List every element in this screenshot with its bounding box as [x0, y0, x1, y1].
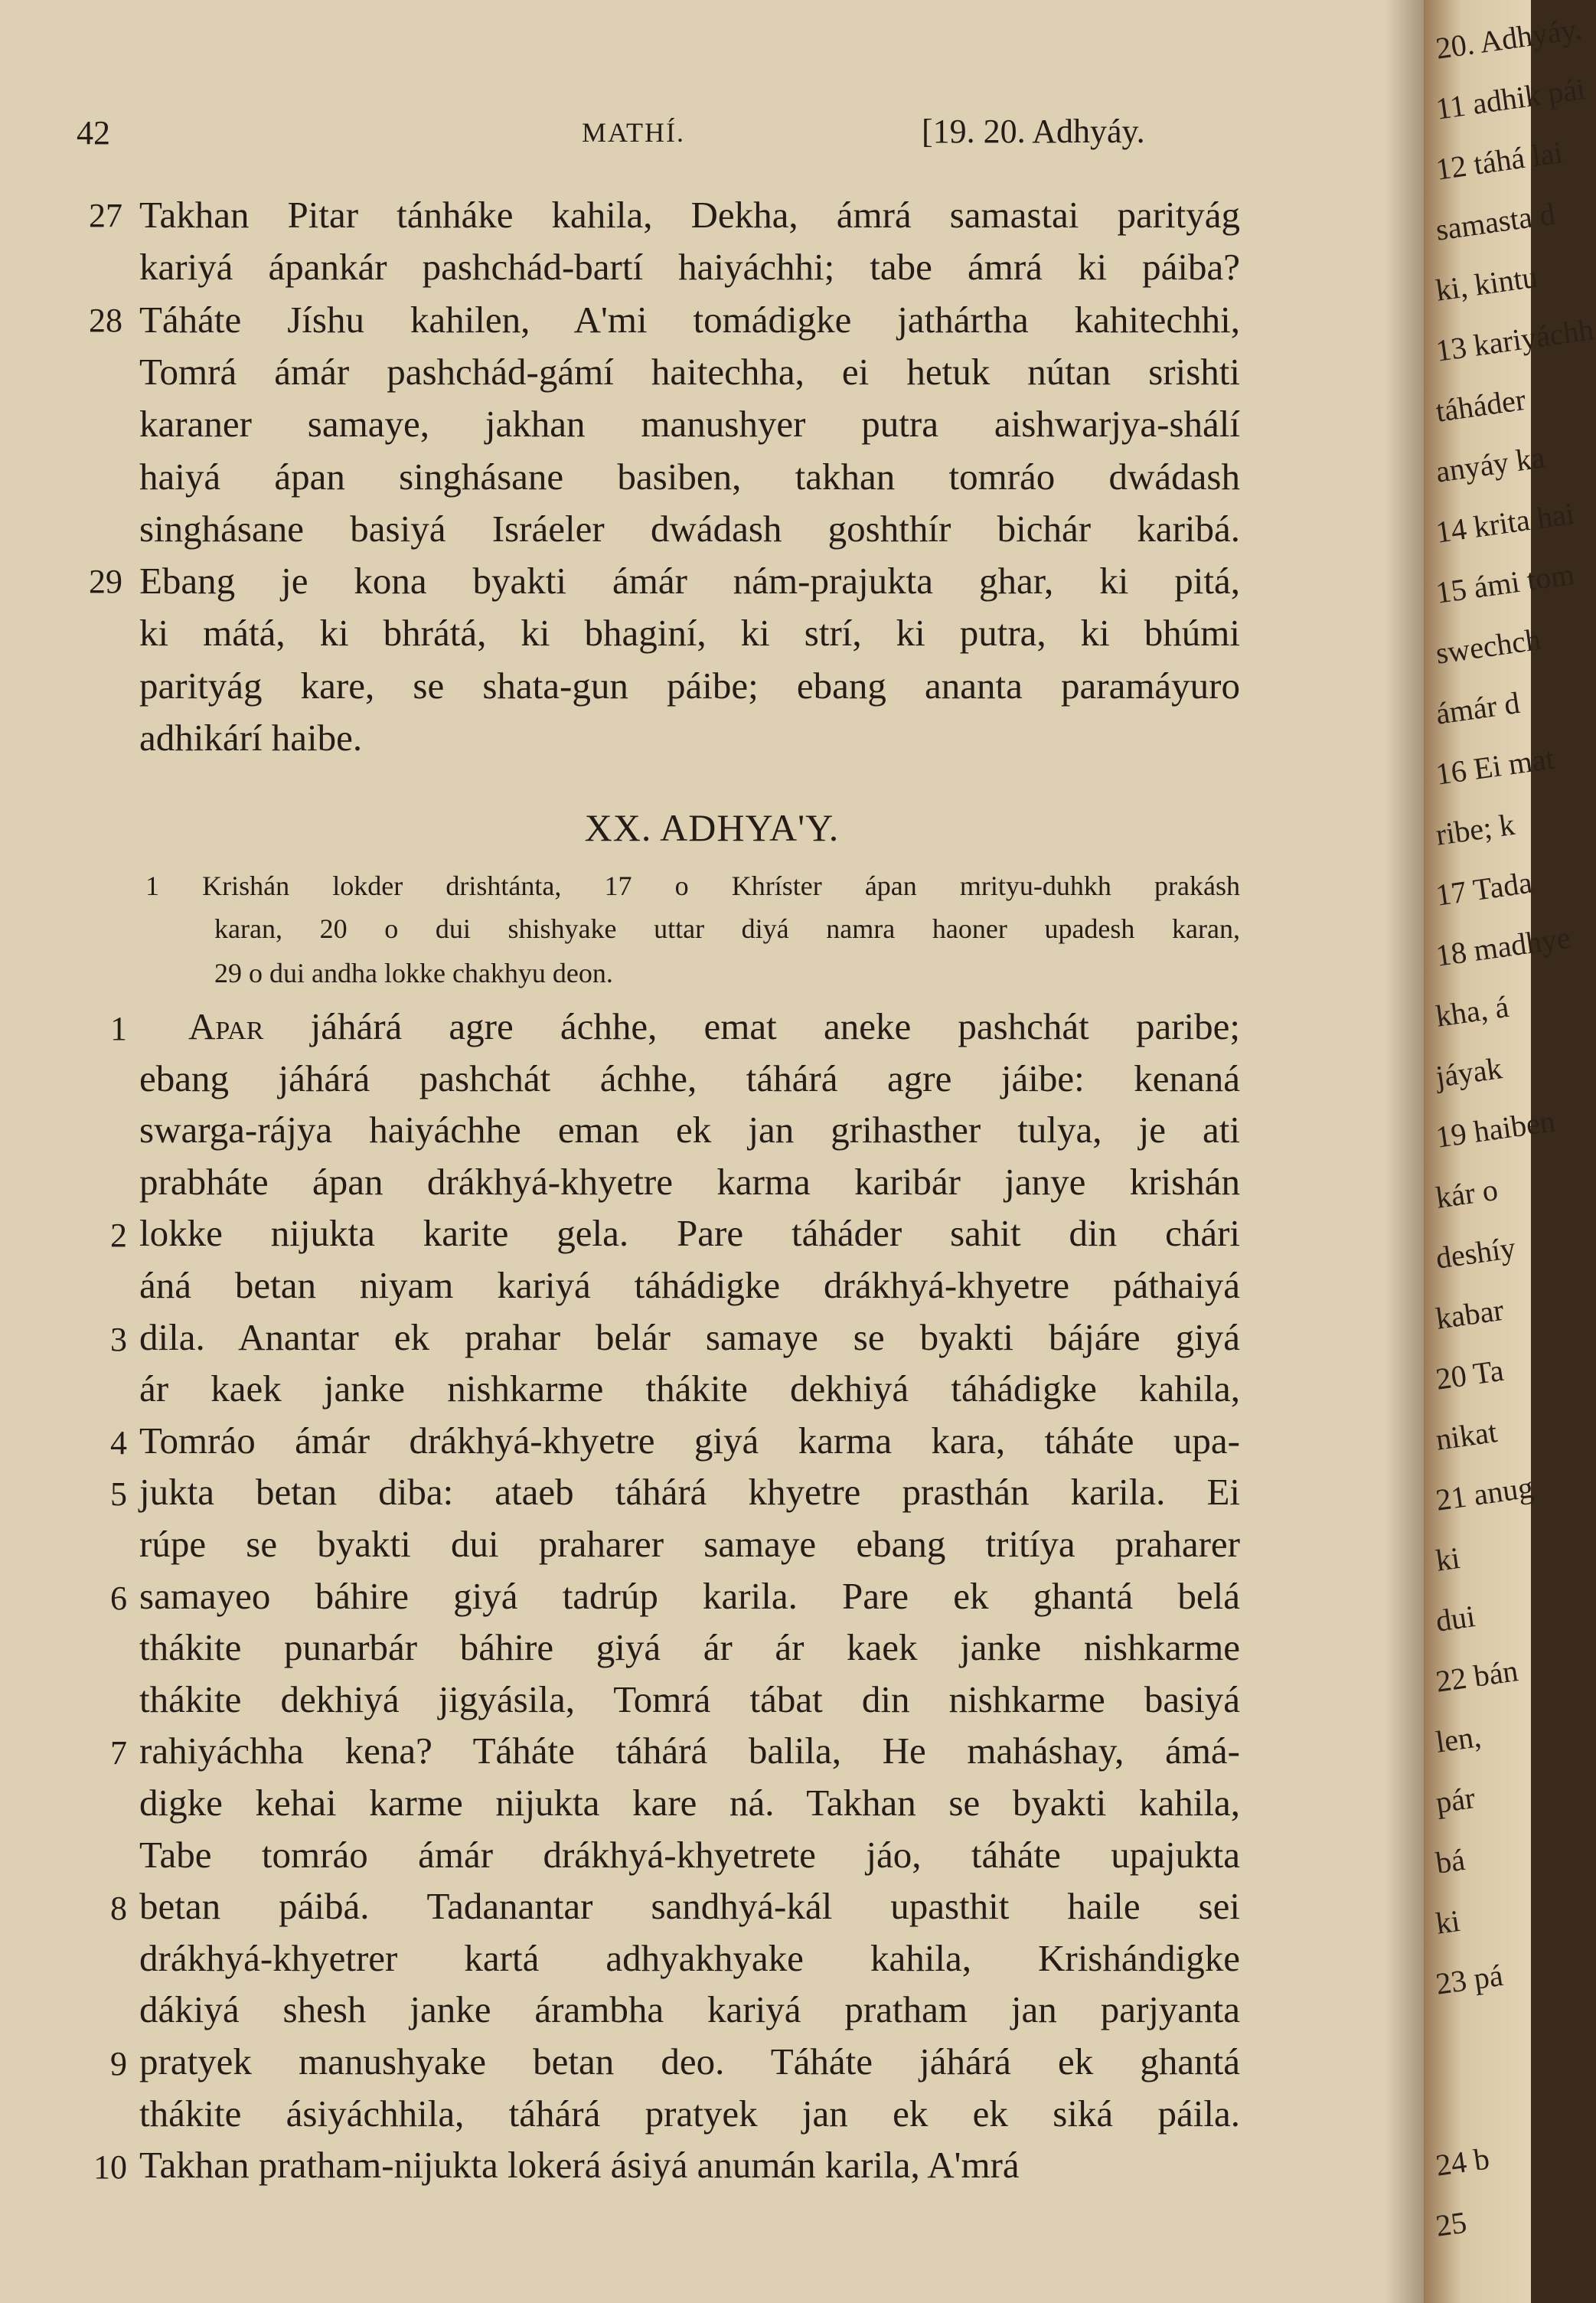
verse-line: Tabe tomráo ámár drákhyá-khyetrete jáo, táháte upajukta [139, 1834, 1240, 1876]
verse-number: 10 [93, 2148, 127, 2186]
facing-page-fragment: 12 táhá lai [1433, 135, 1565, 187]
verse-line: betan páibá. Tadanantar sandhyá-kál upasthit haile sei [139, 1885, 1240, 1927]
verse-line: prabháte ápan drákhyá-khyetre karma karibár janye krishán [139, 1161, 1240, 1203]
verse-line: thákite dekhiyá jigyásila, Tomrá tábat din nishkarme basiyá [139, 1678, 1240, 1720]
verse-line: Tomrá ámár pashchád-gámí haitechha, ei hetuk nútan srishti [139, 351, 1240, 393]
facing-page-fragment: samasta d [1433, 196, 1558, 247]
facing-page-fragment: bá [1433, 1841, 1467, 1880]
verse-line: ebang jáhárá pashchát áchhe, táhárá agre jáibe: kenaná [139, 1057, 1240, 1099]
verse-number: 3 [110, 1321, 127, 1358]
gutter-shadow [1385, 0, 1424, 2303]
facing-page-fragment: 18 madhye [1433, 920, 1573, 973]
facing-page-fragment: 15 ámi tom [1433, 556, 1577, 610]
verse-number: 5 [110, 1475, 127, 1513]
verse-number: 1 [110, 1010, 127, 1047]
facing-page-fragment: 20. Adhyáy. [1433, 11, 1585, 66]
facing-page-fragment: 19 haiben [1433, 1103, 1558, 1155]
verse-number: 7 [110, 1734, 127, 1772]
running-title: MATHÍ. [582, 117, 685, 148]
verse-line: dákiyá shesh janke árambha kariyá pratham jan parjyanta [139, 1988, 1240, 2030]
facing-page-fragment: 24 b [1433, 2141, 1492, 2183]
verse-number: 6 [110, 1579, 127, 1617]
facing-page-fragment: 23 pá [1433, 1958, 1506, 2001]
facing-page-fragment: jáyak [1433, 1050, 1504, 1094]
verse-number: 8 [110, 1890, 127, 1927]
facing-page-fragment: kár o [1433, 1171, 1500, 1215]
verse-line: dila. Anantar ek prahar belár samaye se byakti bájáre giyá [139, 1316, 1240, 1358]
verse-line: lokke nijukta karite gela. Pare táháder sahit din chári [139, 1212, 1240, 1254]
verse-number: 28 [89, 302, 122, 339]
verse-line: ki mátá, ki bhrátá, ki bhaginí, ki strí, ki putra, ki bhúmi [139, 612, 1240, 654]
facing-page-fragment: ribe; k [1433, 806, 1517, 852]
facing-page-fragment: táháder [1433, 381, 1528, 429]
facing-page-fragment: kabar [1433, 1292, 1506, 1336]
verse-line: swarga-rájya haiyáchhe eman ek jan grihasther tulya, je ati [139, 1109, 1240, 1151]
chapter-reference: [19. 20. Adhyáy. [922, 113, 1145, 150]
opening-word: Apar [188, 1005, 264, 1047]
verse-line: kariyá ápankár pashchád-bartí haiyáchhi; tabe ámrá ki páiba? [139, 246, 1240, 288]
facing-page-fragment: ámár d [1433, 684, 1523, 731]
facing-page-edge [1424, 0, 1596, 2303]
facing-page-fragment: pár [1433, 1780, 1477, 1820]
verse-line: áná betan niyam kariyá táhádigke drákhyá-khyetre páthaiyá [139, 1264, 1240, 1306]
facing-page-fragment: 20 Ta [1433, 1352, 1506, 1396]
chapter-heading: XX. ADHYA'Y. [584, 806, 840, 849]
facing-page-fragment: 16 Ei mat [1433, 740, 1557, 792]
facing-page-fragment: swechch [1433, 622, 1543, 671]
verse-line: adhikárí haibe. [139, 717, 363, 759]
facing-page-fragment: 22 bán [1433, 1653, 1520, 1699]
facing-page-fragment: 13 kariyáchh [1433, 312, 1596, 368]
verse-line: pratyek manushyake betan deo. Táháte jáhárá ek ghantá [139, 2040, 1240, 2082]
verse-line: Takhan pratham-nijukta lokerá ásiyá anumán karila, A'mrá [139, 2144, 1020, 2186]
verse-line: Takhan Pitar tánháke kahila, Dekha, ámrá samastai parityág [139, 194, 1240, 236]
facing-page-fragment: 25 [1433, 2204, 1469, 2243]
facing-page-fragment: nikat [1433, 1414, 1500, 1457]
verse-line: singhásane basiyá Isráeler dwádash goshthír bichár karibá. [139, 508, 1240, 550]
facing-page-fragment: kha, á [1433, 988, 1511, 1034]
facing-page-fragment: 11 adhik pái [1433, 70, 1588, 126]
facing-page-fragment: len, [1433, 1719, 1483, 1759]
facing-page-fragment: ki, kintu [1433, 259, 1540, 308]
verse-line: thákite ásiyáchhila, táhárá pratyek jan ek ek siká páila. [139, 2092, 1240, 2135]
facing-page-fragment: ki [1433, 1540, 1462, 1578]
verse-number: 4 [110, 1424, 127, 1462]
summary-line: 29 o dui andha lokke chakhyu deon. [214, 958, 613, 988]
verse-line: jukta betan diba: ataeb táhárá khyetre prasthán karila. Ei [139, 1471, 1240, 1513]
verse-line: ár kaek janke nishkarme thákite dekhiyá táhádigke kahila, [139, 1367, 1240, 1410]
verse-line [188, 1004, 1240, 1048]
verse-line: drákhyá-khyetrer kartá adhyakhyake kahila, Krishándigke [139, 1937, 1240, 1979]
facing-page-fragment: 21 anug [1433, 1469, 1536, 1517]
verse-line: karaner samaye, jakhan manushyer putra aishwarjya-shálí [139, 403, 1240, 445]
facing-page-fragment: 14 krita hai [1433, 495, 1577, 550]
verse-line: rahiyáchha kena? Táháte táhárá balila, He maháshay, ámá- [139, 1730, 1240, 1772]
verse-line: rúpe se byakti dui praharer samaye ebang tritíya praharer [139, 1523, 1240, 1565]
summary-line: karan, 20 o dui shishyake uttar diyá namra haoner upadesh karan, [214, 913, 1240, 944]
verse-line: Táháte Jíshu kahilen, A'mi tomádigke jathártha kahitechhi, [139, 299, 1240, 341]
verse-number: 2 [110, 1217, 127, 1254]
verse-line-text: jáhárá agre áchhe, emat aneke pashchát paribe; [310, 1005, 1240, 1047]
facing-page-fragment: ki [1433, 1903, 1462, 1941]
facing-page-fragment: deshíy [1433, 1230, 1518, 1276]
verse-line: digke kehai karme nijukta kare ná. Takhan se byakti kahila, [139, 1782, 1240, 1824]
verse-line: thákite punarbár báhire giyá ár ár kaek janke nishkarme [139, 1626, 1240, 1668]
facing-page-fragment: 17 Tada [1433, 864, 1535, 913]
facing-page-fragment: anyáy ka [1433, 439, 1548, 489]
summary-line: 1 Krishán lokder drishtánta, 17 o Khríster ápan mrityu-duhkh prakásh [145, 871, 1240, 901]
facing-page-fragment: dui [1433, 1599, 1477, 1638]
verse-line: Tomráo ámár drákhyá-khyetre giyá karma kara, táháte upa- [139, 1419, 1240, 1462]
verse-line: parityág kare, se shata-gun páibe; ebang ananta paramáyuro [139, 665, 1240, 707]
verse-number: 29 [89, 563, 122, 600]
verse-line: samayeo báhire giyá tadrúp karila. Pare ek ghantá belá [139, 1575, 1240, 1617]
verse-line: haiyá ápan singhásane basiben, takhan tomráo dwádash [139, 456, 1240, 498]
page-number: 42 [77, 114, 110, 152]
verse-number: 9 [110, 2045, 127, 2082]
verse-number: 27 [89, 197, 122, 234]
verse-line: Ebang je kona byakti ámár nám-prajukta ghar, ki pitá, [139, 560, 1240, 602]
